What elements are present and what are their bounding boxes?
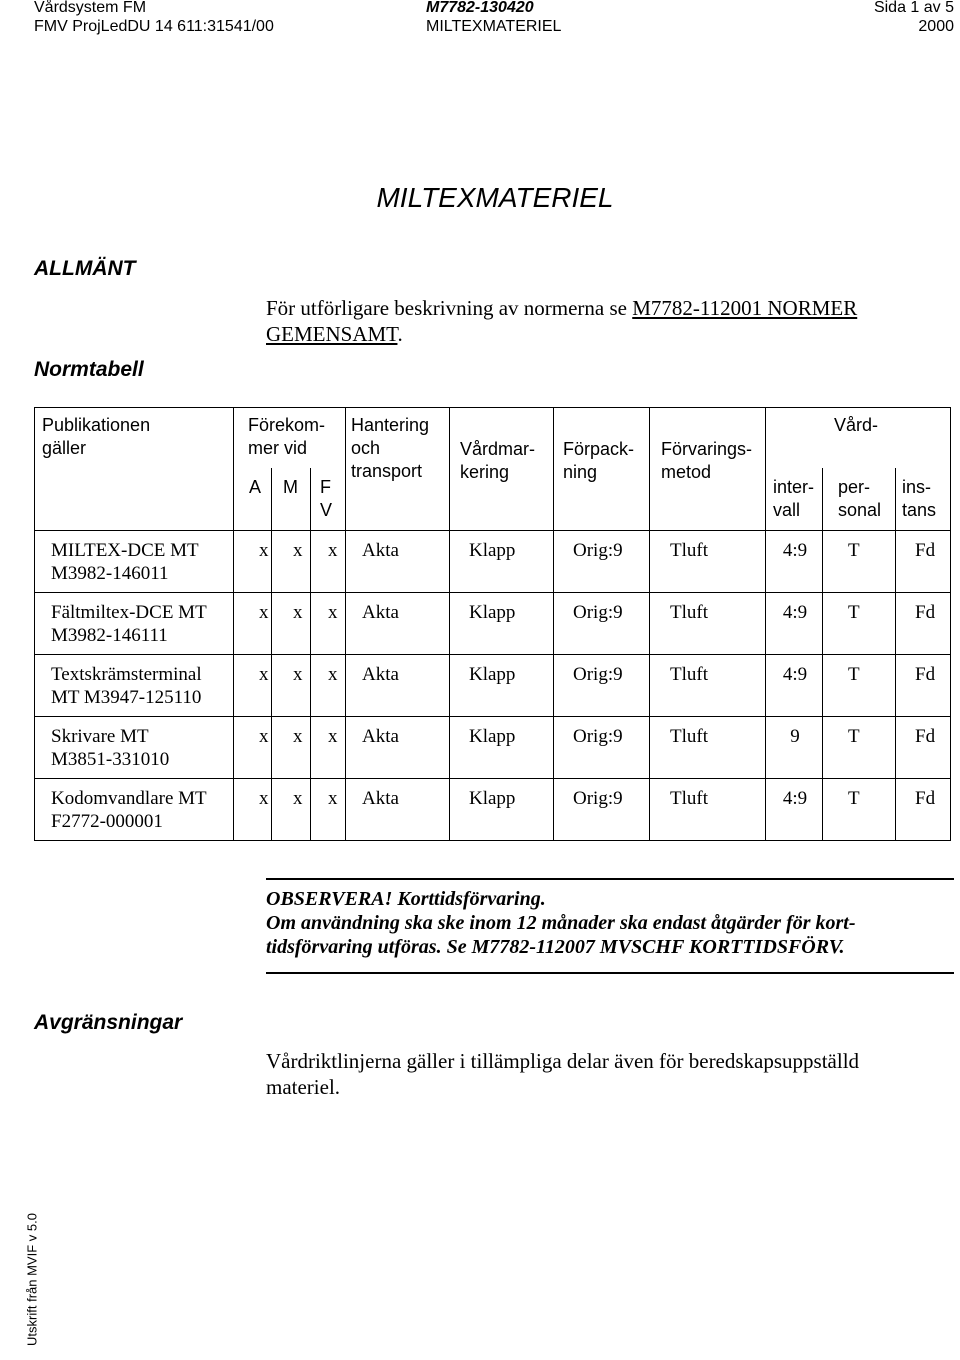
cell-instans: Fd bbox=[915, 664, 936, 685]
cell-personal: T bbox=[848, 540, 860, 561]
cell-hantering: Akta bbox=[362, 788, 399, 809]
note-line-1: OBSERVERA! Korttidsförvaring. bbox=[266, 888, 546, 910]
cell-fv: x bbox=[328, 788, 338, 809]
col-header-m: M bbox=[283, 477, 298, 497]
avgransningar-text: Vårdriktlinjerna gäller i tillämpliga delar även för beredskapsuppställd materiel. bbox=[266, 1049, 860, 1099]
cell-m: x bbox=[293, 540, 303, 561]
cell-markering: Klapp bbox=[469, 602, 516, 623]
cell-forpackning: Orig:9 bbox=[573, 788, 623, 809]
cell-intervall: 4:9 bbox=[782, 602, 808, 623]
row-name: Kodomvandlare MT F2772-000001 bbox=[51, 788, 207, 832]
cell-fv: x bbox=[328, 602, 338, 623]
col-header-intervall: inter- vall bbox=[773, 477, 815, 520]
norm-link-cont[interactable]: GEMENSAMT bbox=[266, 322, 398, 346]
col-header-vard: Vård- bbox=[834, 415, 879, 435]
cell-forvaring: Tluft bbox=[670, 540, 708, 561]
cell-markering: Klapp bbox=[469, 788, 516, 809]
cell-instans: Fd bbox=[915, 540, 936, 561]
col-header-vardmarkering: Vårdmar- kering bbox=[460, 439, 536, 482]
norm-link[interactable]: M7782-112001 NORMER bbox=[632, 296, 858, 320]
print-source-label: Utskrift från MVIF v 5.0 bbox=[24, 1213, 40, 1346]
cell-hantering: Akta bbox=[362, 664, 399, 685]
col-header-publikation: Publikationen gäller bbox=[42, 415, 151, 458]
cell-a: x bbox=[259, 540, 269, 561]
cell-m: x bbox=[293, 726, 303, 747]
note-line-2: Om användning ska ske inom 12 månader ska endast åtgärder för kort- bbox=[266, 912, 856, 934]
cell-forvaring: Tluft bbox=[670, 788, 708, 809]
header-year: 2000 bbox=[918, 18, 954, 35]
cell-forvaring: Tluft bbox=[670, 726, 708, 747]
cell-a: x bbox=[259, 788, 269, 809]
note-top-rule bbox=[266, 878, 954, 880]
header-doc-title: MILTEXMATERIEL bbox=[426, 18, 562, 35]
allmant-text bbox=[266, 295, 857, 347]
note-block bbox=[266, 887, 856, 959]
cell-instans: Fd bbox=[915, 602, 936, 623]
cell-instans: Fd bbox=[915, 788, 936, 809]
cell-hantering: Akta bbox=[362, 602, 399, 623]
cell-intervall: 4:9 bbox=[782, 664, 808, 685]
row-name: Fältmiltex-DCE MT M3982-146111 bbox=[51, 602, 207, 646]
cell-forpackning: Orig:9 bbox=[573, 664, 623, 685]
section-heading-allmant: ALLMÄNT bbox=[34, 257, 136, 280]
cell-forpackning: Orig:9 bbox=[573, 726, 623, 747]
cell-personal: T bbox=[848, 664, 860, 685]
note-line-3: tidsförvaring utföras. Se M7782-112007 MVSCHF KORTTIDSFÖRV. bbox=[266, 936, 845, 958]
cell-personal: T bbox=[848, 602, 860, 623]
cell-markering: Klapp bbox=[469, 540, 516, 561]
row-name: MILTEX-DCE MT M3982-146011 bbox=[51, 540, 199, 584]
cell-markering: Klapp bbox=[469, 726, 516, 747]
cell-hantering: Akta bbox=[362, 540, 399, 561]
col-header-instans: ins- tans bbox=[902, 477, 937, 520]
cell-forpackning: Orig:9 bbox=[573, 540, 623, 561]
cell-personal: T bbox=[848, 726, 860, 747]
allmant-text-prefix: För utförligare beskrivning av normerna se bbox=[266, 296, 633, 320]
cell-fv: x bbox=[328, 726, 338, 747]
cell-intervall: 9 bbox=[790, 726, 800, 747]
cell-a: x bbox=[259, 664, 269, 685]
cell-hantering: Akta bbox=[362, 726, 399, 747]
section-heading-avgransningar: Avgränsningar bbox=[34, 1011, 183, 1034]
allmant-text-suffix: . bbox=[397, 322, 403, 346]
cell-instans: Fd bbox=[915, 726, 936, 747]
cell-fv: x bbox=[328, 664, 338, 685]
col-header-a: A bbox=[249, 477, 262, 497]
cell-m: x bbox=[293, 664, 303, 685]
col-header-hantering: Hantering och transport bbox=[351, 415, 430, 481]
col-header-forpackning: Förpack- ning bbox=[563, 439, 635, 482]
header-page: Sida 1 av 5 bbox=[873, 0, 954, 16]
cell-markering: Klapp bbox=[469, 664, 516, 685]
cell-m: x bbox=[293, 602, 303, 623]
col-header-fv: F V bbox=[320, 477, 333, 520]
norm-table bbox=[34, 407, 951, 841]
cell-m: x bbox=[293, 788, 303, 809]
cell-intervall: 4:9 bbox=[782, 540, 808, 561]
cell-personal: T bbox=[848, 788, 860, 809]
cell-intervall: 4:9 bbox=[782, 788, 808, 809]
cell-forvaring: Tluft bbox=[670, 602, 708, 623]
cell-fv: x bbox=[328, 540, 338, 561]
row-name: Textskrämsterminal MT M3947-125110 bbox=[51, 664, 202, 708]
cell-forpackning: Orig:9 bbox=[573, 602, 623, 623]
section-heading-normtabell: Normtabell bbox=[34, 358, 144, 381]
col-header-personal: per- sonal bbox=[838, 477, 882, 520]
note-bottom-rule bbox=[266, 972, 954, 974]
page-title: MILTEXMATERIEL bbox=[376, 182, 614, 213]
header-doc-number: M7782-130420 bbox=[426, 0, 534, 16]
col-header-forekommer: Förekom- mer vid bbox=[248, 415, 326, 458]
cell-forvaring: Tluft bbox=[670, 664, 708, 685]
col-header-forvaringsmetod: Förvarings- metod bbox=[661, 439, 753, 482]
row-name: Skrivare MT M3851-331010 bbox=[51, 726, 170, 770]
cell-a: x bbox=[259, 726, 269, 747]
cell-a: x bbox=[259, 602, 269, 623]
header-project: FMV ProjLedDU 14 611:31541/00 bbox=[34, 18, 274, 35]
header-system: Vårdsystem FM bbox=[34, 0, 147, 16]
